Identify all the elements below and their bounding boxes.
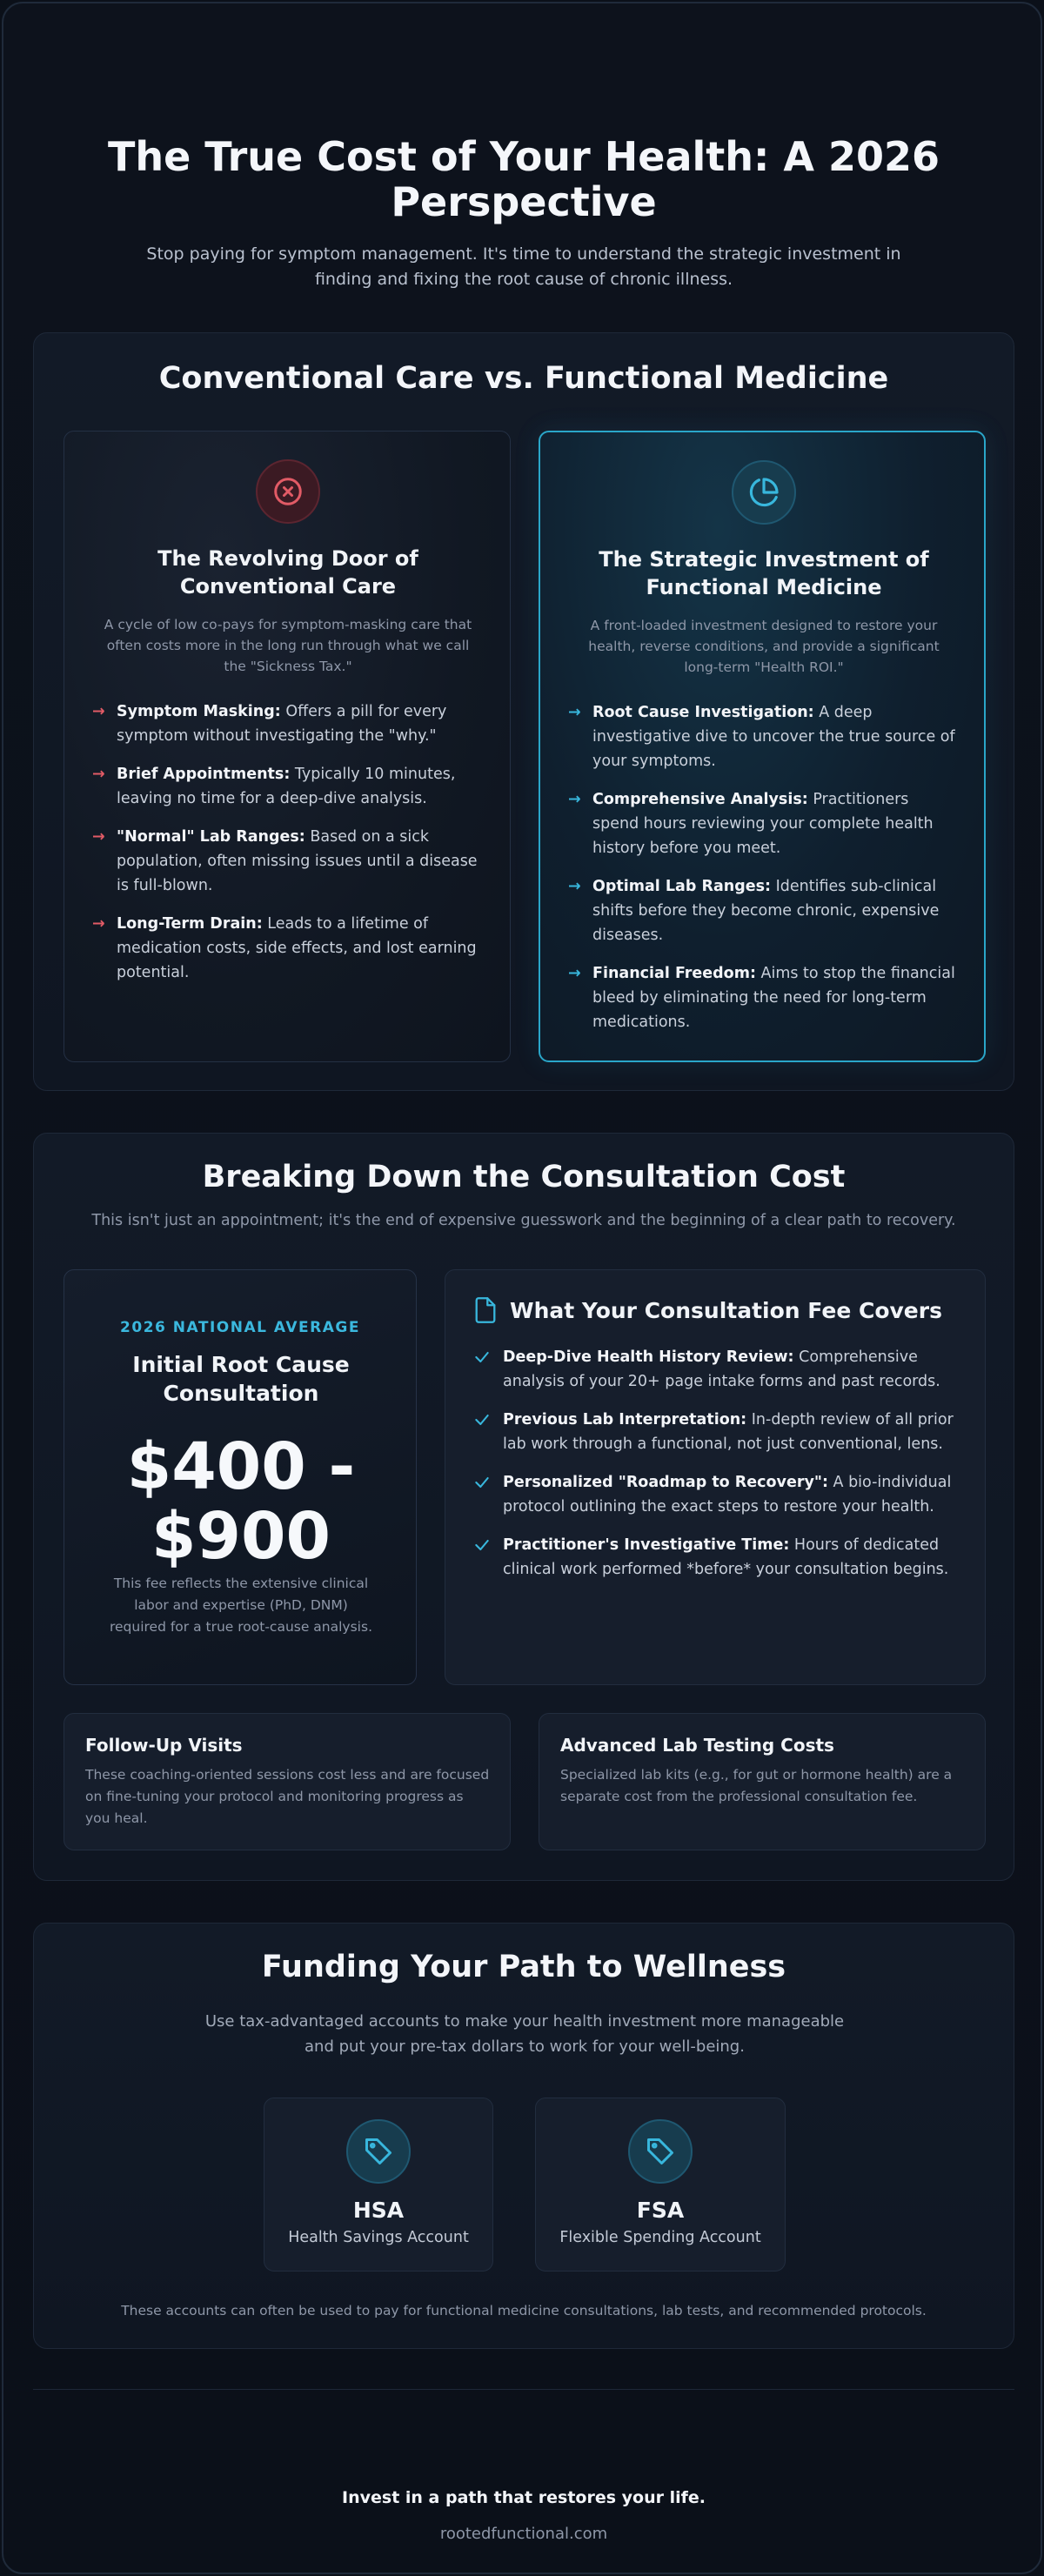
conventional-title: The Revolving Door of Conventional Care bbox=[157, 546, 418, 599]
list-item: Deep-Dive Health History Review: Comprehensive analysis of your 20+ page intake forms and past records. bbox=[473, 1345, 967, 1394]
fsa-name: FSA bbox=[636, 2198, 685, 2223]
funding-subtitle: Use tax-advantaged accounts to make your health investment more manageable and put your pre-tax dollars to work for your well-being. bbox=[204, 2012, 845, 2056]
footer-cta: Invest in a path that restores your life. bbox=[342, 2488, 706, 2507]
tag-icon bbox=[346, 2119, 411, 2184]
hsa-name: HSA bbox=[352, 2198, 405, 2223]
x-circle-icon bbox=[256, 459, 320, 524]
tag-icon bbox=[628, 2119, 693, 2184]
fee-covers-card bbox=[445, 1269, 986, 1685]
arrow-right-icon: → bbox=[92, 703, 105, 720]
list-item: → "Normal" Lab Ranges: Based on a sick population, often missing issues until a disease is full-blown. bbox=[92, 825, 484, 898]
list-item: → Financial Freedom: Aims to stop the financial bleed by eliminating the need for long-term medications. bbox=[568, 961, 960, 1034]
functional-list bbox=[568, 700, 960, 1048]
fee-covers-title: What Your Consultation Fee Covers bbox=[510, 1297, 942, 1323]
lab-costs-title: Advanced Lab Testing Costs bbox=[560, 1735, 834, 1756]
footer-logo bbox=[506, 2436, 541, 2453]
fee-covers-list bbox=[473, 1345, 967, 1596]
consultation-section bbox=[33, 1133, 1014, 1881]
list-item: → Optimal Lab Ranges: Identifies sub-clinical shifts before they become chronic, expensive diseases. bbox=[568, 874, 960, 947]
average-kicker: 2026 NATIONAL AVERAGE bbox=[120, 1319, 360, 1336]
list-item: → Brief Appointments: Typically 10 minutes, leaving no time for a deep-dive analysis. bbox=[92, 762, 484, 811]
arrow-right-icon: → bbox=[568, 878, 581, 895]
functional-title: The Strategic Investment of Functional Medicine bbox=[599, 547, 929, 599]
comparison-title: Conventional Care vs. Functional Medicine bbox=[158, 361, 889, 396]
average-cost-card bbox=[64, 1269, 417, 1685]
check-icon bbox=[473, 1536, 491, 1554]
conventional-card bbox=[64, 431, 511, 1062]
conventional-list bbox=[92, 699, 484, 999]
funding-section bbox=[33, 1923, 1014, 2349]
consultation-subtitle: This isn't just an appointment; it's the end of expensive guesswork and the beginning of a clear path to recovery. bbox=[91, 1212, 956, 1229]
list-item: Personalized "Roadmap to Recovery": A bio-individual protocol outlining the exact steps to restore your health. bbox=[473, 1470, 967, 1519]
list-item: Practitioner's Investigative Time: Hours of dedicated clinical work performed *before* your consultation begins. bbox=[473, 1533, 967, 1582]
list-item: → Comprehensive Analysis: Practitioners spend hours reviewing your complete health history before you meet. bbox=[568, 787, 960, 860]
funding-note: These accounts can often be used to pay for functional medicine consultations, lab tests, and recommended protocols. bbox=[121, 2303, 927, 2318]
hsa-card bbox=[264, 2098, 493, 2272]
infographic-frame bbox=[2, 2, 1042, 2574]
check-icon bbox=[473, 1474, 491, 1491]
pie-chart-icon bbox=[732, 460, 796, 525]
follow-up-card bbox=[64, 1713, 511, 1850]
page-title: The True Cost of Your Health: A 2026 Perspective bbox=[107, 133, 940, 225]
check-icon bbox=[473, 1411, 491, 1429]
document-icon bbox=[473, 1296, 498, 1324]
arrow-right-icon: → bbox=[92, 915, 105, 933]
lab-costs-text: Specialized lab kits (e.g., for gut or hormone health) are a separate cost from the professional consultation fee. bbox=[560, 1767, 953, 1804]
functional-description: A front-loaded investment designed to restore your health, reverse conditions, and provide a significant long-term "Health ROI." bbox=[588, 618, 940, 675]
comparison-section bbox=[33, 332, 1014, 1091]
arrow-right-icon: → bbox=[568, 791, 581, 808]
footer-url[interactable]: rootedfunctional.com bbox=[439, 2525, 608, 2543]
fsa-card bbox=[535, 2098, 786, 2272]
fsa-full-name: Flexible Spending Account bbox=[559, 2229, 761, 2246]
price-range: $400 - $900 bbox=[126, 1429, 356, 1574]
consultation-title: Breaking Down the Consultation Cost bbox=[202, 1160, 846, 1194]
check-icon bbox=[473, 1348, 491, 1366]
arrow-right-icon: → bbox=[568, 704, 581, 721]
conventional-description: A cycle of low co-pays for symptom-masking care that often costs more in the long run through what we call the "Sickness Tax." bbox=[104, 617, 472, 674]
average-title: Initial Root Cause Consultation bbox=[132, 1352, 350, 1406]
arrow-right-icon: → bbox=[92, 828, 105, 846]
funding-title: Funding Your Path to Wellness bbox=[261, 1950, 786, 1984]
average-note: This fee reflects the extensive clinical labor and expertise (PhD, DNM) required for a true root-cause analysis. bbox=[109, 1576, 372, 1635]
lab-costs-card bbox=[539, 1713, 986, 1850]
list-item: → Root Cause Investigation: A deep investigative dive to uncover the true source of your symptoms. bbox=[568, 700, 960, 773]
hsa-full-name: Health Savings Account bbox=[288, 2229, 469, 2246]
fee-covers-header bbox=[473, 1296, 942, 1324]
functional-card bbox=[539, 431, 986, 1062]
footer-divider bbox=[33, 2389, 1014, 2390]
list-item: → Symptom Masking: Offers a pill for every symptom without investigating the "why." bbox=[92, 699, 484, 748]
brand-logo bbox=[499, 54, 548, 73]
arrow-right-icon: → bbox=[92, 766, 105, 783]
arrow-right-icon: → bbox=[568, 965, 581, 982]
follow-up-text: These coaching-oriented sessions cost less and are focused on fine-tuning your protocol and monitoring progress as you heal. bbox=[85, 1767, 490, 1826]
page-subtitle: Stop paying for symptom management. It's time to understand the strategic investment in finding and fixing the root cause of chronic illness. bbox=[146, 244, 901, 289]
list-item: Previous Lab Interpretation: In-depth review of all prior lab work through a functional, not just conventional, lens. bbox=[473, 1408, 967, 1456]
list-item: → Long-Term Drain: Leads to a lifetime of medication costs, side effects, and lost earning potential. bbox=[92, 912, 484, 985]
follow-up-title: Follow-Up Visits bbox=[85, 1735, 243, 1756]
